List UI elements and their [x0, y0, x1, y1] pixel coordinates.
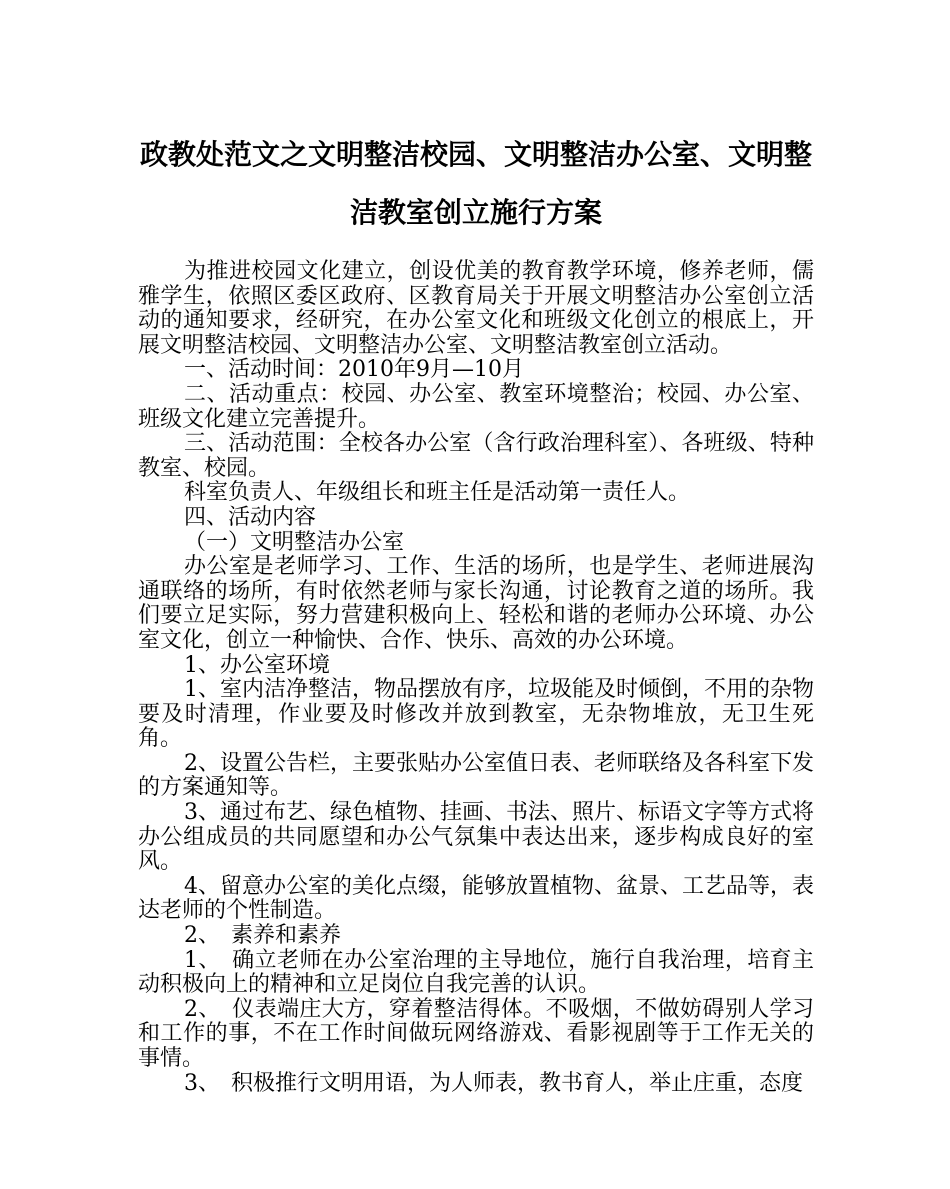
paragraph-responsibility: 科室负责人、年级组长和班主任是活动第一责任人。: [184, 480, 691, 506]
list-item: 2、设置公告栏，主要张贴办公室值日表、老师联络及各科室下发的方案通知等。: [138, 750, 814, 801]
list-item: 3、通过布艺、绿色植物、挂画、书法、照片、标语文字等方式将办公组成员的共同愿望和办公气氛集中表达出来，逐步构成良好的室风。: [138, 800, 814, 875]
list-item: 3、 积极推行文明用语，为人师表，教书育人，举止庄重，态度: [184, 1070, 803, 1096]
subsection-heading-office: （一）文明整洁办公室: [184, 529, 405, 555]
heading-office-environment: 1、办公室环境: [184, 652, 330, 678]
document-body: [138, 260, 814, 1096]
list-item: 4、留意办公室的美化点缀，能够放置植物、盆景、工艺品等，表达老师的个性制造。: [138, 873, 814, 924]
title-line-2: 洁教室创立施行方案: [349, 196, 602, 229]
list-item: 2、 仪表端庄大方，穿着整洁得体。不吸烟，不做妨碍别人学习和工作的事，不在工作时间做玩网络游戏、看影视剧等于工作无关的事情。: [138, 996, 814, 1071]
heading-quality: 2、 素养和素养: [184, 923, 341, 949]
list-item: 1、 确立老师在办公室治理的主导地位，施行自我治理，培育主动积极向上的精神和立足岗位自我完善的认识。: [138, 947, 814, 998]
title-line-1: 政教处范文之文明整洁校园、文明整洁办公室、文明整: [139, 138, 812, 171]
paragraph-activity-focus: 二、活动重点：校园、办公室、教室环境整治；校园、办公室、班级文化建立完善提升。: [138, 381, 814, 432]
paragraph-intro: 为推进校园文化建立，创设优美的教育教学环境，修养老师，儒雅学生，依照区委区政府、区教育局关于开展文明整洁办公室创立活动的通知要求，经研究，在办公室文化和班级文化创立的根底上，开展文明整洁校园、文明整洁办公室、文明整洁教室创立活动。: [138, 259, 814, 358]
paragraph-office-intro: 办公室是老师学习、工作、生活的场所，也是学生、老师进展沟通联络的场所，有时依然老师与家长沟通，讨论教育之道的场所。我们要立足实际，努力营建积极向上、轻松和谐的老师办公环境、办公室文化，创立一种愉快、合作、快乐、高效的办公环境。: [138, 554, 814, 653]
document-title: [138, 126, 814, 242]
paragraph-activity-time: 一、活动时间：2010年9月—10月: [184, 357, 524, 383]
paragraph-activity-scope: 三、活动范围：全校各办公室（含行政治理科室）、各班级、特种教室、校园。: [138, 431, 814, 481]
list-item: 1、室内洁净整洁，物品摆放有序，垃圾能及时倾倒，不用的杂物要及时清理，作业要及时修改并放到教室，无杂物堆放，无卫生死角。: [138, 677, 814, 752]
section-heading-content: 四、活动内容: [184, 504, 317, 530]
